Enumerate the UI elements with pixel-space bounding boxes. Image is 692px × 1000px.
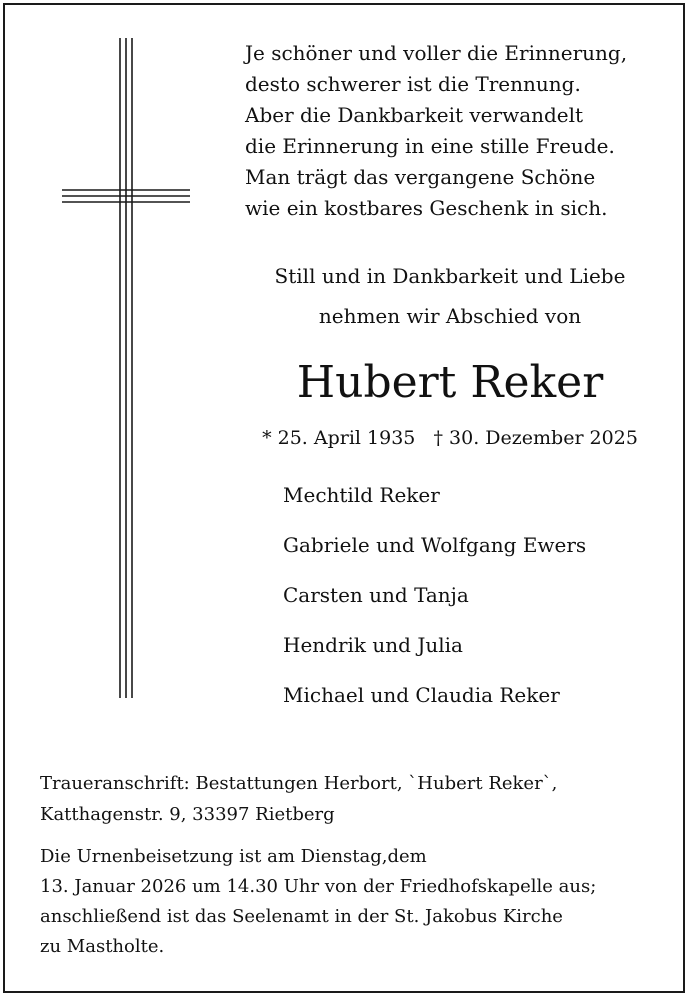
mourner-item: Michael und Claudia Reker bbox=[283, 683, 560, 707]
mourner-item: Gabriele und Wolfgang Ewers bbox=[283, 533, 587, 557]
intro-line: nehmen wir Abschied von bbox=[318, 304, 582, 328]
poem bbox=[245, 38, 665, 224]
address-line: Katthagenstr. 9, 33397 Rietberg bbox=[40, 804, 335, 825]
ceremony-line: zu Mastholte. bbox=[40, 936, 165, 957]
poem-line: Je schöner und voller die Erinnerung, bbox=[245, 41, 628, 65]
mourner-item: Carsten und Tanja bbox=[283, 583, 469, 607]
poem-line: Man trägt das vergangene Schöne bbox=[245, 165, 596, 189]
cross-icon bbox=[62, 38, 190, 698]
life-dates: * 25. April 1935 † 30. Dezember 2025 bbox=[262, 427, 638, 449]
ceremony-line: anschließend ist das Seelenamt in der St. Jakobus Kirche bbox=[40, 906, 563, 927]
address-line: Traueranschrift: Bestattungen Herbort, `Hubert Reker`, bbox=[40, 773, 558, 794]
poem-line: Aber die Dankbarkeit verwandelt bbox=[245, 103, 584, 127]
poem-line: die Erinnerung in eine stille Freude. bbox=[245, 134, 615, 158]
farewell-intro bbox=[220, 256, 680, 336]
mourner-item: Hendrik und Julia bbox=[283, 633, 463, 657]
ceremony-line: Die Urnenbeisetzung ist am Dienstag,dem bbox=[40, 846, 427, 867]
mourning-address bbox=[40, 768, 670, 830]
deceased-name: Hubert Reker bbox=[296, 357, 604, 408]
poem-line: wie ein kostbares Geschenk in sich. bbox=[245, 196, 608, 220]
burial-info bbox=[40, 842, 670, 962]
mourner-item: Mechtild Reker bbox=[283, 483, 440, 507]
poem-line: desto schwerer ist die Trennung. bbox=[245, 72, 581, 96]
ceremony-line: 13. Januar 2026 um 14.30 Uhr von der Friedhofskapelle aus; bbox=[40, 876, 597, 897]
intro-line: Still und in Dankbarkeit und Liebe bbox=[274, 264, 626, 288]
mourners-list bbox=[283, 476, 673, 726]
